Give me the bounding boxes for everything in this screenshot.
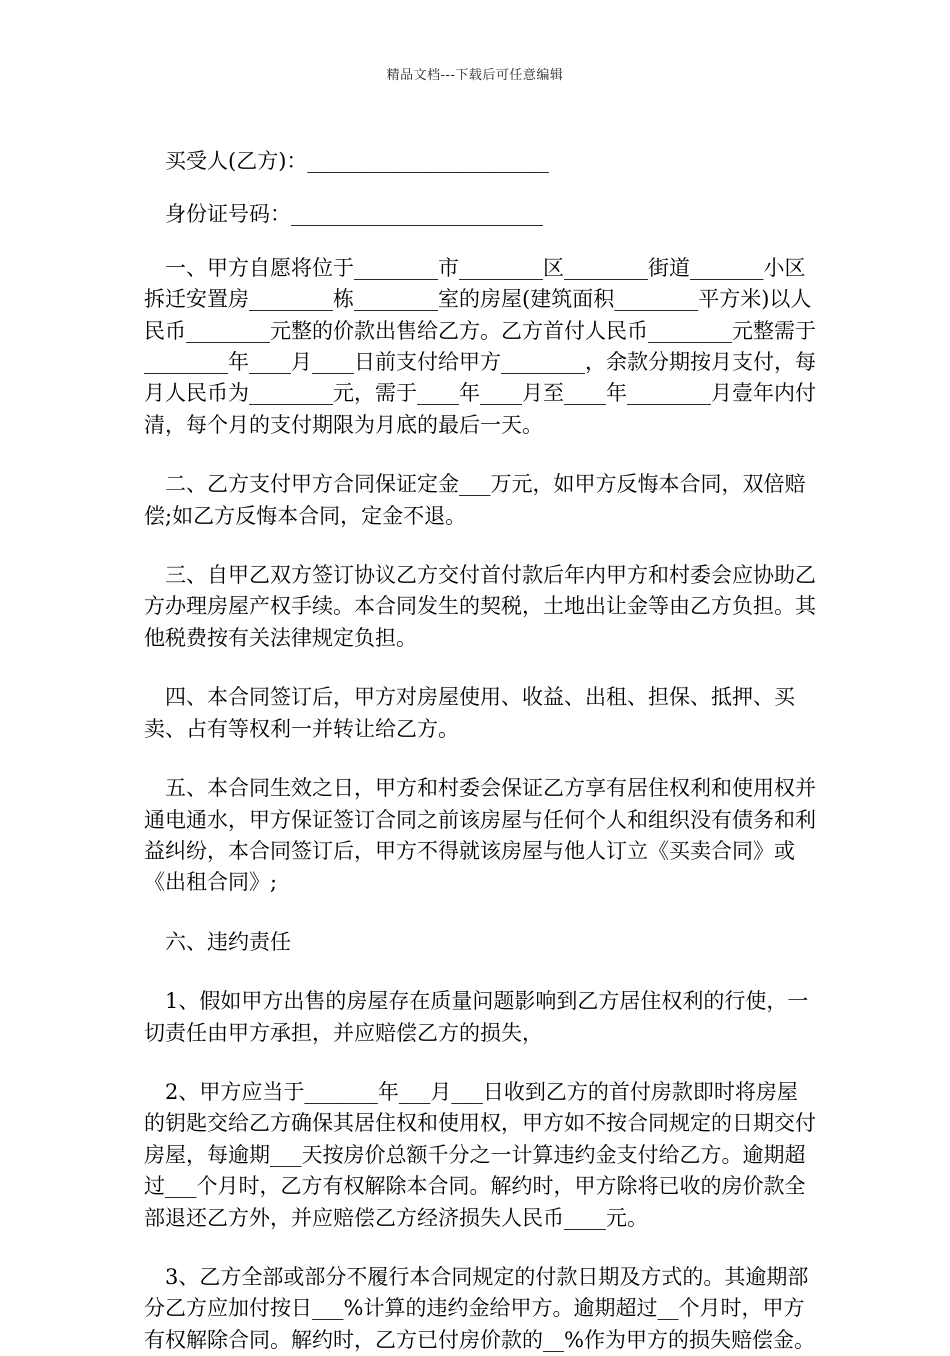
document-body (144, 146, 816, 1356)
clause-2: 二、乙方支付甲方合同保证定金___万元，如甲方反悔本合同，双倍赔偿;如乙方反悔本合同，定金不退。 (144, 472, 806, 528)
page-header: 精品文档---下载后可任意编辑 (386, 68, 564, 83)
clause-6-item-2: 2、甲方应当于_______年___月___日收到乙方的首付房款即时将房屋的钥匙交给乙方确保其居住权和使用权，甲方如不按合同规定的日期交付房屋，每逾期___天按房价总额千分之一计算违约金支付给乙方。逾期超过___个月时，乙方有权解除本合同。解约时，甲方除将已收的房价款全部退还乙方外，并应赔偿乙方经济损失人民币____元。 (144, 1079, 816, 1230)
buyer-line: 买受人(乙方)：_______________________ (165, 149, 549, 173)
clause-5: 五、本合同生效之日，甲方和村委会保证乙方享有居住权利和使用权并通电通水，甲方保证签订合同之前该房屋与任何个人和组织没有债务和利益纠纷，本合同签订后，甲方不得就该房屋与他人订立《买卖合同》或《出租合同》; (144, 776, 816, 895)
clause-1: 一、甲方自愿将位于________市________区________街道_______小区拆迁安置房________栋________室的房屋(建筑面积________平方米)以人民币________元整的价款出售给乙方。乙方首付人民币________元整需于________年____月____日前支付给甲方________，余款分期按月支付，每月人民币为________元，需于____年____月至____年________月壹年内付清，每个月的支付期限为月底的最后一天。 (144, 255, 816, 437)
id-number-line: 身份证号码：________________________ (165, 202, 543, 227)
clause-6-item-3: 3、乙方全部或部分不履行本合同规定的付款日期及方式的。其逾期部分乙方应加付按日___%计算的违约金给甲方。逾期超过__个月时，甲方有权解除合同。解约时，乙方已付房价款的__%作为甲方的损失赔偿金。 (144, 1264, 815, 1352)
clause-6-item-1: 1、假如甲方出售的房屋存在质量问题影响到乙方居住权利的行使，一切责任由甲方承担，并应赔偿乙方的损失， (144, 989, 809, 1045)
clause-6-heading: 六、违约责任 (165, 929, 291, 954)
clause-3: 三、自甲乙双方签订协议乙方交付首付款后年内甲方和村委会应协助乙方办理房屋产权手续。本合同发生的契税，土地出让金等由乙方负担。其他税费按有关法律规定负担。 (144, 563, 816, 650)
clause-4: 四、本合同签订后，甲方对房屋使用、收益、出租、担保、抵押、买卖、占有等权利一并转让给乙方。 (144, 685, 795, 741)
